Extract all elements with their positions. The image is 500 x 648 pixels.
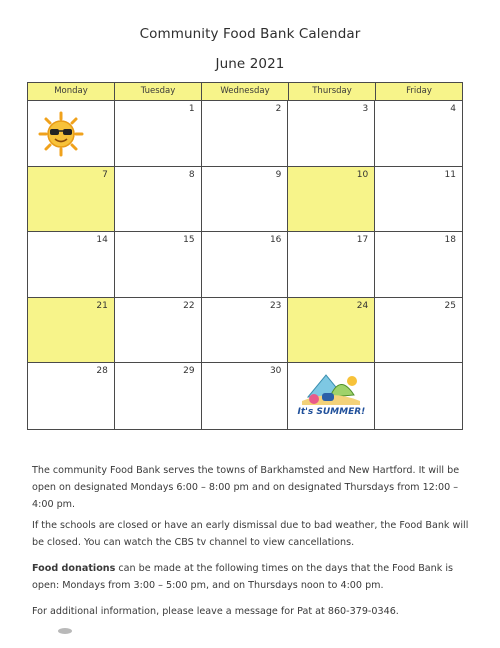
day-number: 10 <box>356 169 369 180</box>
info-paragraph-hours: The community Food Bank serves the towns of Barkhamsted and New Hartford. It will be open on designated Mondays 6:00 – 8:00 pm and on designated Thursdays from 12:00 – 4:00 pm. <box>32 465 460 510</box>
day-number: 1 <box>188 104 195 114</box>
day-number: 11 <box>444 169 456 180</box>
day-number: 23 <box>269 300 282 311</box>
day-number: 3 <box>362 104 369 114</box>
calendar-day-22 <box>115 298 202 364</box>
day-number: 2 <box>275 104 282 114</box>
calendar-empty-cell <box>375 363 462 429</box>
weekday-header-row <box>28 83 462 101</box>
calendar-day-29 <box>115 363 202 429</box>
weekday-thursday: Thursday <box>289 83 376 100</box>
day-number: 4 <box>450 104 456 114</box>
calendar-day-24 <box>288 298 375 364</box>
weekday-tuesday: Tuesday <box>115 83 202 100</box>
calendar-day-2 <box>202 101 289 167</box>
day-number: 16 <box>269 235 282 246</box>
day-number: 30 <box>269 366 282 377</box>
day-number: 21 <box>96 300 108 311</box>
calendar-day-9 <box>202 167 289 233</box>
day-number: 14 <box>96 235 108 246</box>
weekday-monday: Monday <box>28 83 115 100</box>
day-number: 17 <box>356 235 369 246</box>
calendar-day-28 <box>28 363 115 429</box>
day-number: 29 <box>183 366 195 377</box>
info-paragraph-contact: For additional information, please leave a message for Pat at 860-379-0346. <box>32 606 399 617</box>
calendar-day-8 <box>115 167 202 233</box>
weekday-wednesday: Wednesday <box>202 83 289 100</box>
day-number: 22 <box>183 300 195 311</box>
summer-sticker-icon <box>294 367 368 429</box>
calendar-day-21 <box>28 298 115 364</box>
calendar-day-7 <box>28 167 115 233</box>
info-paragraph-donations <box>32 560 476 594</box>
calendar-day-11 <box>375 167 462 233</box>
calendar-day-3 <box>288 101 375 167</box>
day-number: 24 <box>356 300 369 311</box>
day-number: 8 <box>188 169 195 180</box>
sun-sunglasses-icon <box>38 111 84 161</box>
calendar-day-16 <box>202 232 289 298</box>
day-number: 7 <box>102 169 108 180</box>
day-number: 15 <box>183 235 195 246</box>
calendar-empty-cell <box>288 363 375 429</box>
day-number: 25 <box>444 300 456 311</box>
calendar-day-4 <box>375 101 462 167</box>
calendar-day-30 <box>202 363 289 429</box>
donations-label: Food donations <box>32 563 116 574</box>
calendar-grid <box>28 101 462 429</box>
weekday-friday: Friday <box>406 86 432 96</box>
day-number: 28 <box>96 366 108 377</box>
calendar-day-25 <box>375 298 462 364</box>
day-number: 18 <box>444 235 456 246</box>
info-paragraph-weather: If the schools are closed or have an early dismissal due to bad weather, the Food Bank will be closed. You can watch the CBS tv channel to view cancellations. <box>32 520 469 548</box>
calendar-day-10 <box>288 167 375 233</box>
page-title: Community Food Bank Calendar <box>139 26 361 42</box>
calendar-day-1 <box>115 101 202 167</box>
calendar-day-23 <box>202 298 289 364</box>
calendar-day-18 <box>375 232 462 298</box>
sticker-text: It's SUMMER! <box>297 407 366 418</box>
calendar-empty-cell <box>28 101 115 167</box>
scan-mark <box>58 628 72 634</box>
calendar-day-14 <box>28 232 115 298</box>
day-number: 9 <box>275 169 282 180</box>
donations-text: can be made at the following times on the days that the Food Bank is open: Mondays from 3:00 – 5:00 pm, and on Thursdays noon to 4:00 pm. <box>32 563 454 591</box>
month-title: June 2021 <box>215 56 285 72</box>
calendar <box>27 82 463 430</box>
calendar-day-15 <box>115 232 202 298</box>
calendar-day-17 <box>288 232 375 298</box>
